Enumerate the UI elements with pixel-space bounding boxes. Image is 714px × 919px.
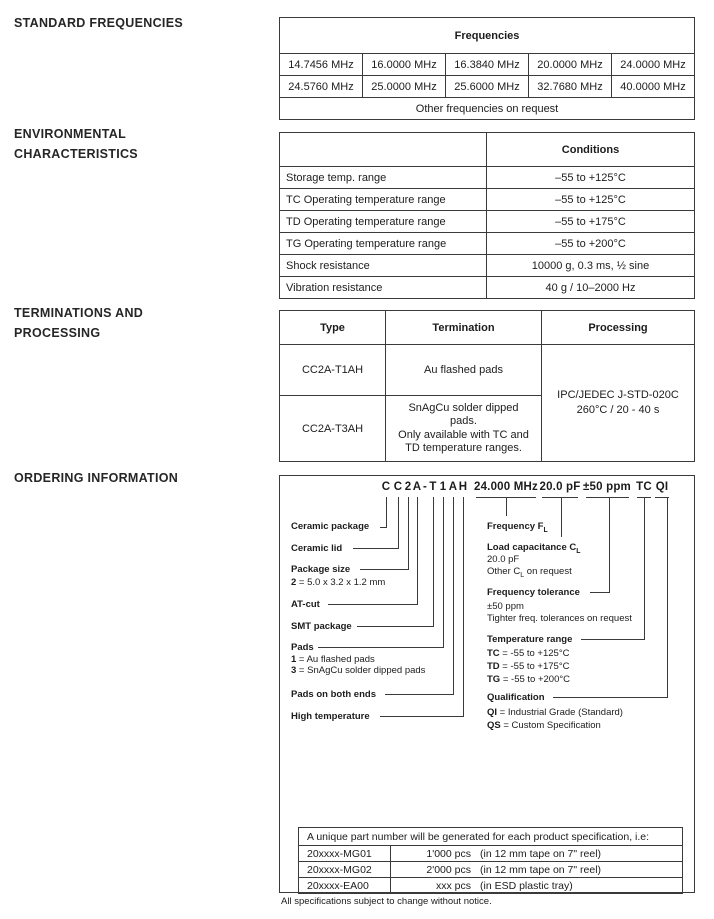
- section-heading-processing: PROCESSING: [14, 326, 101, 340]
- label-load-capacitance-other: Other $C_L$ on request: [487, 566, 572, 579]
- env-row-label: Shock resistance: [280, 255, 487, 277]
- env-row-label: TD Operating temperature range: [280, 211, 487, 233]
- label-temp-tc: TC = -55 to +125°C: [487, 648, 570, 659]
- part-code-qualification: QI: [655, 481, 669, 493]
- part-code-load-capacitance: 20.0 pF: [539, 481, 581, 493]
- env-row-label: Vibration resistance: [280, 277, 487, 299]
- label-tolerance-value: ±50 ppm: [487, 601, 524, 612]
- frequency-cell: 20.0000 MHz: [529, 54, 612, 76]
- frequency-cell: 24.5760 MHz: [280, 76, 363, 98]
- label-frequency-tolerance: Frequency tolerance: [487, 587, 580, 598]
- env-row-label: Storage temp. range: [280, 167, 487, 189]
- section-heading-terminations: TERMINATIONS AND: [14, 306, 144, 320]
- label-pads: Pads: [291, 642, 314, 653]
- section-heading-characteristics: CHARACTERISTICS: [14, 147, 138, 161]
- env-row-value: –55 to +200°C: [487, 233, 695, 255]
- label-pads-both-ends: Pads on both ends: [291, 689, 376, 700]
- part-number-cell: 20xxxx-EA00: [299, 878, 391, 894]
- label-temp-tg: TG = -55 to +200°C: [487, 674, 571, 685]
- term-termination-cell: [386, 396, 542, 462]
- label-package-size-detail: 2 = 5.0 x 3.2 x 1.2 mm: [291, 577, 386, 588]
- label-qualification: Qualification: [487, 692, 545, 703]
- label-tolerance-note: Tighter freq. tolerances on request: [487, 613, 632, 624]
- termination-line: SnAgCu solder dipped: [408, 401, 519, 414]
- term-header-type: Type: [280, 311, 386, 345]
- frequencies-table: [279, 17, 695, 120]
- part-code-char: T: [429, 481, 437, 493]
- part-code-tolerance: ±50 ppm: [583, 481, 631, 493]
- processing-line: 260°C / 20 - 40 s: [576, 404, 660, 416]
- part-code-frequency: 24.000 MHz: [473, 481, 539, 493]
- label-pads-option-1: 1 = Au flashed pads: [291, 654, 375, 665]
- part-code-char: C: [393, 481, 403, 493]
- label-ceramic-lid: Ceramic lid: [291, 543, 343, 554]
- frequency-cell: 32.7680 MHz: [529, 76, 612, 98]
- term-header-termination: Termination: [386, 311, 542, 345]
- part-code-char: 2: [404, 481, 412, 493]
- termination-line: TD temperature ranges.: [405, 442, 522, 454]
- part-number-table: [298, 827, 683, 894]
- label-at-cut: AT-cut: [291, 599, 320, 610]
- label-package-size: Package size: [291, 564, 351, 575]
- env-row-value: –55 to +125°C: [487, 167, 695, 189]
- env-row-label: TG Operating temperature range: [280, 233, 487, 255]
- part-desc: (in ESD plastic tray): [480, 879, 573, 892]
- part-code-char: -: [422, 481, 428, 493]
- frequency-cell: 16.3840 MHz: [446, 54, 529, 76]
- terminations-table: [279, 310, 695, 462]
- env-row-value: 10000 g, 0.3 ms, ½ sine: [487, 255, 695, 277]
- term-header-processing: Processing: [542, 311, 695, 345]
- env-row-value: 40 g / 10–2000 Hz: [487, 277, 695, 299]
- environmental-table: [279, 132, 695, 299]
- environmental-header-conditions: Conditions: [487, 133, 695, 167]
- frequency-cell: 14.7456 MHz: [280, 54, 363, 76]
- label-load-capacitance-value: 20.0 pF: [487, 554, 520, 565]
- frequency-cell: 40.0000 MHz: [612, 76, 695, 98]
- section-heading-ordering: ORDERING INFORMATION: [14, 471, 179, 485]
- frequency-cell: 25.6000 MHz: [446, 76, 529, 98]
- frequency-cell: 24.0000 MHz: [612, 54, 695, 76]
- part-code-char: A: [412, 481, 422, 493]
- part-code-char: A: [448, 481, 458, 493]
- label-high-temperature: High temperature: [291, 711, 370, 722]
- part-qty: 2'000 pcs: [426, 863, 471, 876]
- part-qty-cell: [391, 846, 683, 862]
- section-heading-standard-frequencies: STANDARD FREQUENCIES: [14, 16, 183, 30]
- frequencies-footer: Other frequencies on request: [280, 98, 695, 120]
- label-ceramic-package: Ceramic package: [291, 521, 370, 532]
- ordering-diagram-box: [279, 475, 695, 893]
- label-qualification-qi: QI = Industrial Grade (Standard): [487, 707, 623, 718]
- term-processing-cell: [542, 345, 695, 462]
- label-qualification-qs: QS = Custom Specification: [487, 720, 601, 731]
- termination-line: pads.: [450, 415, 477, 427]
- processing-line: IPC/JEDEC J-STD-020C: [557, 389, 679, 401]
- term-termination-cell: Au flashed pads: [386, 345, 542, 396]
- label-pads-option-3: 3 = SnAgCu solder dipped pads: [291, 665, 426, 676]
- termination-line: Only available with TC and: [398, 428, 529, 441]
- environmental-header-empty: [280, 133, 487, 167]
- env-row-label: TC Operating temperature range: [280, 189, 487, 211]
- term-type-cell: CC2A-T1AH: [280, 345, 386, 396]
- label-temperature-range: Temperature range: [487, 634, 573, 645]
- part-table-header: A unique part number will be generated for each product specification, i.e:: [299, 828, 683, 846]
- frequency-cell: 16.0000 MHz: [363, 54, 446, 76]
- section-heading-environmental: ENVIRONMENTAL: [14, 127, 126, 141]
- frequencies-title: Frequencies: [280, 18, 695, 54]
- env-row-value: –55 to +125°C: [487, 189, 695, 211]
- part-qty-cell: [391, 862, 683, 878]
- env-row-value: –55 to +175°C: [487, 211, 695, 233]
- part-desc: (in 12 mm tape on 7" reel): [480, 863, 602, 876]
- part-code-char: H: [458, 481, 468, 493]
- frequency-cell: 25.0000 MHz: [363, 76, 446, 98]
- part-number-cell: 20xxxx-MG01: [299, 846, 391, 862]
- part-code-char: 1: [439, 481, 447, 493]
- part-qty-cell: [391, 878, 683, 894]
- footer-disclaimer: All specifications subject to change without notice.: [281, 896, 492, 907]
- term-type-cell: CC2A-T3AH: [280, 396, 386, 462]
- label-temp-td: TD = -55 to +175°C: [487, 661, 570, 672]
- label-load-capacitance: Load capacitance $C_L$: [487, 542, 581, 555]
- part-number-cell: 20xxxx-MG02: [299, 862, 391, 878]
- label-frequency: Frequency $F_L$: [487, 521, 548, 534]
- part-code-temp-range: TC: [636, 481, 652, 493]
- part-qty: xxx pcs: [435, 879, 471, 892]
- part-qty: 1'000 pcs: [426, 847, 471, 860]
- part-code-char: C: [381, 481, 391, 493]
- label-smt-package: SMT package: [291, 621, 352, 632]
- part-desc: (in 12 mm tape on 7" reel): [480, 847, 602, 860]
